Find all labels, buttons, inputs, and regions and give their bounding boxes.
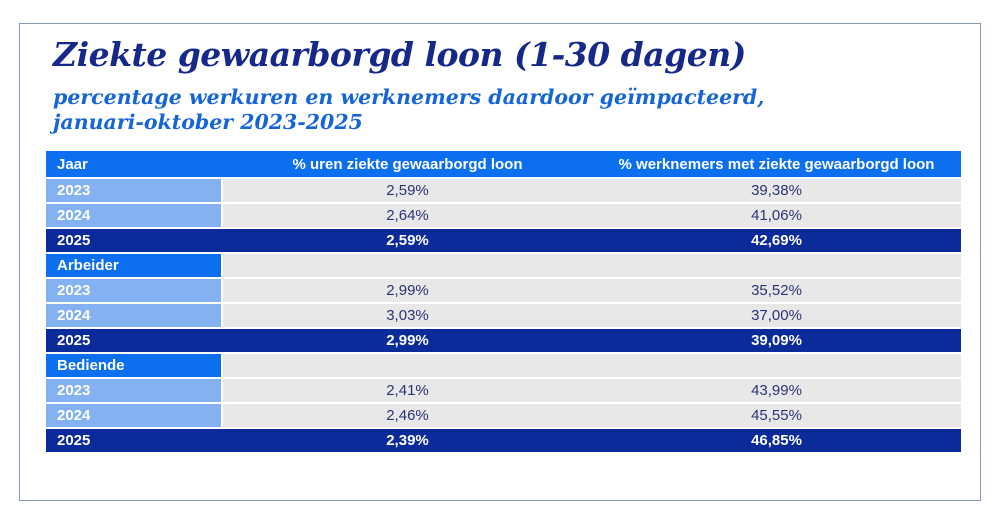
value-werknemers: 41,06% [751,207,802,224]
table-row [46,279,961,302]
table-row [46,179,961,202]
table-header-strip [223,151,961,177]
table-row [46,329,961,352]
row-values-strip [223,254,961,277]
row-values-strip [223,179,961,202]
row-label: Bediende [46,354,221,377]
value-werknemers: 46,85% [751,432,802,449]
row-values-strip [223,429,961,452]
row-label: 2025 [57,332,91,349]
value-werknemers: 43,99% [751,382,802,399]
table-row [46,229,961,252]
table-row [46,429,961,452]
row-values-strip [223,229,961,252]
value-uren: 2,99% [386,282,429,299]
value-uren: 2,59% [386,232,429,249]
row-label: 2023 [46,279,221,302]
row-values-strip [223,379,961,402]
column-header-jaar: Jaar [57,155,88,173]
value-uren [223,254,592,277]
row-label: Arbeider [46,254,221,277]
page-title: Ziekte gewaarborgd loon (1-30 dagen) [53,35,746,74]
row-label: 2024 [46,204,221,227]
data-table [46,151,961,452]
row-label: 2023 [46,379,221,402]
row-values-strip [223,329,961,352]
row-label: 2024 [46,304,221,327]
value-werknemers [592,354,961,377]
value-werknemers [592,254,961,277]
row-values-strip [223,204,961,227]
page-subtitle [53,85,764,135]
group-row [46,354,961,377]
value-uren [223,354,592,377]
value-uren: 3,03% [386,307,429,324]
infographic-card [19,23,981,501]
value-uren: 2,46% [386,407,429,424]
value-uren: 2,59% [386,182,429,199]
column-header-uren: % uren ziekte gewaarborgd loon [292,155,523,173]
row-values-strip [223,404,961,427]
row-values-strip [223,279,961,302]
value-werknemers: 35,52% [751,282,802,299]
subtitle-line-1: percentage werkuren en werknemers daardoor geïmpacteerd, [53,85,765,109]
row-label: 2025 [57,232,91,249]
value-werknemers: 42,69% [751,232,802,249]
row-values-strip [223,304,961,327]
value-uren: 2,99% [386,332,429,349]
column-header-werknemers: % werknemers met ziekte gewaarborgd loon [618,155,935,173]
value-uren: 2,41% [386,382,429,399]
row-values-strip [223,354,961,377]
subtitle-line-2: januari-oktober 2023-2025 [53,110,363,134]
row-label: 2024 [46,404,221,427]
value-werknemers: 45,55% [751,407,802,424]
table-row [46,204,961,227]
table-row [46,379,961,402]
row-label: 2023 [46,179,221,202]
value-uren: 2,39% [386,432,429,449]
table-header-row [46,151,961,177]
value-werknemers: 39,09% [751,332,802,349]
value-uren: 2,64% [386,207,429,224]
value-werknemers: 37,00% [751,307,802,324]
table-row [46,304,961,327]
row-label: 2025 [57,432,91,449]
group-row [46,254,961,277]
table-row [46,404,961,427]
value-werknemers: 39,38% [751,182,802,199]
